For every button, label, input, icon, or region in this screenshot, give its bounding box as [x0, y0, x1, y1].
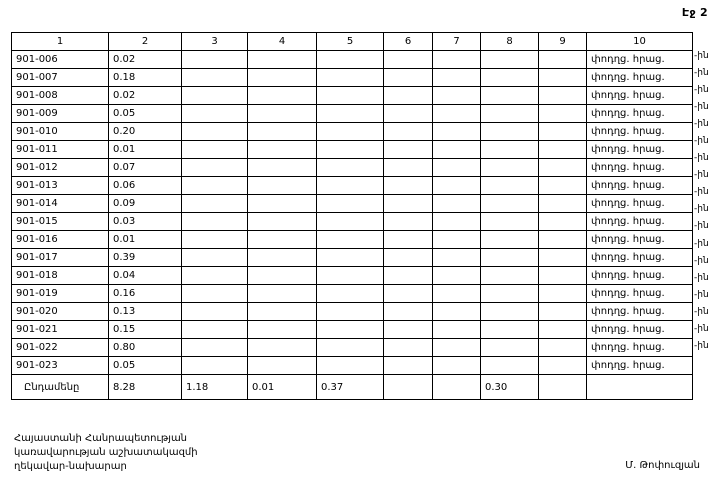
cell-r5-c5	[317, 123, 384, 141]
cell-r14-c4	[248, 285, 317, 303]
cell-r13-c10: փոդղց. հրաց.	[587, 267, 693, 285]
cell-r5-c9	[539, 123, 587, 141]
total-col-2: 8.28	[109, 375, 182, 400]
cell-r8-c5	[317, 177, 384, 195]
cell-r11-c9	[539, 231, 587, 249]
cell-r1-c6	[384, 51, 433, 69]
cell-r18-c9	[539, 357, 587, 375]
side-mark-3: -ին	[694, 85, 709, 96]
cell-r16-c10: փոդղց. հրաց.	[587, 321, 693, 339]
table-row	[12, 213, 693, 231]
side-mark-8: -ին	[694, 170, 709, 181]
cell-r5-c1: 901-010	[12, 123, 109, 141]
cell-r15-c9	[539, 303, 587, 321]
cell-r12-c6	[384, 249, 433, 267]
side-mark-6: -ին	[694, 136, 709, 147]
side-mark-14: -ին	[694, 272, 709, 283]
footer-block	[14, 432, 198, 474]
table-total-row	[12, 375, 693, 400]
cell-r17-c3	[182, 339, 248, 357]
footer-line-2: կառավարության աշխատակազմի	[14, 447, 198, 458]
total-col-6	[384, 375, 433, 400]
cell-r8-c10: փոդղց. հրաց.	[587, 177, 693, 195]
table-row	[12, 87, 693, 105]
cell-r18-c6	[384, 357, 433, 375]
cell-r9-c10: փոդղց. հրաց.	[587, 195, 693, 213]
cell-r2-c5	[317, 69, 384, 87]
total-col-3: 1.18	[182, 375, 248, 400]
cell-r4-c2: 0.05	[109, 105, 182, 123]
cell-r15-c2: 0.13	[109, 303, 182, 321]
table-row	[12, 141, 693, 159]
cell-r15-c4	[248, 303, 317, 321]
cell-r12-c10: փոդղց. հրաց.	[587, 249, 693, 267]
cell-r5-c6	[384, 123, 433, 141]
side-mark-12: -ին	[694, 238, 709, 249]
cell-r9-c6	[384, 195, 433, 213]
side-mark-18: -ին	[694, 340, 709, 351]
cell-r10-c9	[539, 213, 587, 231]
total-col-9	[539, 375, 587, 400]
cell-r17-c1: 901-022	[12, 339, 109, 357]
cell-r14-c9	[539, 285, 587, 303]
table-row	[12, 159, 693, 177]
side-mark-15: -ին	[694, 289, 709, 300]
cell-r3-c9	[539, 87, 587, 105]
cell-r5-c3	[182, 123, 248, 141]
cell-r16-c2: 0.15	[109, 321, 182, 339]
cell-r11-c5	[317, 231, 384, 249]
cell-r11-c8	[481, 231, 539, 249]
side-mark-9: -ին	[694, 187, 709, 198]
footer-line-1: Հայաստանի Հանրապետության	[14, 433, 188, 444]
cell-r14-c3	[182, 285, 248, 303]
data-table	[11, 32, 693, 400]
cell-r16-c7	[433, 321, 481, 339]
cell-r16-c8	[481, 321, 539, 339]
cell-r6-c6	[384, 141, 433, 159]
cell-r18-c5	[317, 357, 384, 375]
cell-r18-c7	[433, 357, 481, 375]
cell-r4-c8	[481, 105, 539, 123]
cell-r17-c10: փոդղց. հրաց.	[587, 339, 693, 357]
cell-r3-c7	[433, 87, 481, 105]
cell-r4-c3	[182, 105, 248, 123]
cell-r7-c6	[384, 159, 433, 177]
column-header-9: 9	[539, 33, 587, 51]
cell-r12-c9	[539, 249, 587, 267]
cell-r9-c8	[481, 195, 539, 213]
cell-r15-c6	[384, 303, 433, 321]
cell-r11-c3	[182, 231, 248, 249]
table-row	[12, 123, 693, 141]
column-header-7: 7	[433, 33, 481, 51]
cell-r6-c1: 901-011	[12, 141, 109, 159]
cell-r10-c7	[433, 213, 481, 231]
cell-r1-c4	[248, 51, 317, 69]
side-mark-10: -ին	[694, 204, 709, 215]
cell-r6-c5	[317, 141, 384, 159]
cell-r11-c1: 901-016	[12, 231, 109, 249]
cell-r14-c7	[433, 285, 481, 303]
cell-r12-c5	[317, 249, 384, 267]
cell-r14-c2: 0.16	[109, 285, 182, 303]
table-row	[12, 267, 693, 285]
cell-r10-c6	[384, 213, 433, 231]
column-header-2: 2	[109, 33, 182, 51]
cell-r7-c3	[182, 159, 248, 177]
cell-r16-c4	[248, 321, 317, 339]
cell-r5-c7	[433, 123, 481, 141]
cell-r7-c5	[317, 159, 384, 177]
cell-r3-c3	[182, 87, 248, 105]
cell-r8-c6	[384, 177, 433, 195]
cell-r13-c4	[248, 267, 317, 285]
cell-r5-c10: փոդղց. հրաց.	[587, 123, 693, 141]
cell-r17-c8	[481, 339, 539, 357]
side-mark-7: -ին	[694, 153, 709, 164]
cell-r12-c8	[481, 249, 539, 267]
column-header-4: 4	[248, 33, 317, 51]
cell-r1-c2: 0.02	[109, 51, 182, 69]
cell-r12-c7	[433, 249, 481, 267]
side-mark-11: -ին	[694, 221, 709, 232]
table-body	[12, 51, 693, 375]
cell-r8-c1: 901-013	[12, 177, 109, 195]
cell-r10-c10: փոդղց. հրաց.	[587, 213, 693, 231]
table-row	[12, 249, 693, 267]
cell-r11-c2: 0.01	[109, 231, 182, 249]
total-label: Ընդամենը	[12, 375, 109, 400]
cell-r14-c6	[384, 285, 433, 303]
cell-r4-c10: փոդղց. հրաց.	[587, 105, 693, 123]
cell-r12-c4	[248, 249, 317, 267]
cell-r10-c2: 0.03	[109, 213, 182, 231]
cell-r7-c1: 901-012	[12, 159, 109, 177]
cell-r3-c6	[384, 87, 433, 105]
cell-r16-c6	[384, 321, 433, 339]
cell-r14-c5	[317, 285, 384, 303]
cell-r2-c10: փոդղց. հրաց.	[587, 69, 693, 87]
table-row	[12, 231, 693, 249]
total-col-7	[433, 375, 481, 400]
cell-r14-c1: 901-019	[12, 285, 109, 303]
table-header-row	[12, 33, 693, 51]
cell-r1-c8	[481, 51, 539, 69]
cell-r15-c5	[317, 303, 384, 321]
cell-r9-c9	[539, 195, 587, 213]
cell-r2-c7	[433, 69, 481, 87]
cell-r3-c4	[248, 87, 317, 105]
cell-r16-c5	[317, 321, 384, 339]
cell-r6-c4	[248, 141, 317, 159]
side-mark-4: -ին	[694, 102, 709, 113]
cell-r8-c9	[539, 177, 587, 195]
cell-r18-c1: 901-023	[12, 357, 109, 375]
side-mark-17: -ին	[694, 323, 709, 334]
cell-r4-c1: 901-009	[12, 105, 109, 123]
cell-r13-c6	[384, 267, 433, 285]
cell-r8-c8	[481, 177, 539, 195]
cell-r18-c8	[481, 357, 539, 375]
cell-r4-c9	[539, 105, 587, 123]
cell-r1-c5	[317, 51, 384, 69]
side-mark-5: -ին	[694, 119, 709, 130]
data-table-container	[11, 32, 692, 400]
cell-r9-c7	[433, 195, 481, 213]
cell-r11-c6	[384, 231, 433, 249]
cell-r10-c4	[248, 213, 317, 231]
cell-r8-c4	[248, 177, 317, 195]
cell-r17-c2: 0.80	[109, 339, 182, 357]
cell-r2-c1: 901-007	[12, 69, 109, 87]
cell-r4-c5	[317, 105, 384, 123]
total-col-8: 0.30	[481, 375, 539, 400]
cell-r17-c5	[317, 339, 384, 357]
cell-r15-c10: փոդղց. հրաց.	[587, 303, 693, 321]
cell-r11-c7	[433, 231, 481, 249]
cell-r3-c2: 0.02	[109, 87, 182, 105]
cell-r16-c9	[539, 321, 587, 339]
column-header-6: 6	[384, 33, 433, 51]
cell-r3-c8	[481, 87, 539, 105]
cell-r12-c2: 0.39	[109, 249, 182, 267]
cell-r8-c3	[182, 177, 248, 195]
cell-r17-c9	[539, 339, 587, 357]
total-col-5: 0.37	[317, 375, 384, 400]
cell-r14-c8	[481, 285, 539, 303]
cell-r1-c9	[539, 51, 587, 69]
total-col-4: 0.01	[248, 375, 317, 400]
cell-r9-c5	[317, 195, 384, 213]
table-row	[12, 303, 693, 321]
cell-r13-c2: 0.04	[109, 267, 182, 285]
cell-r8-c7	[433, 177, 481, 195]
cell-r15-c1: 901-020	[12, 303, 109, 321]
cell-r15-c7	[433, 303, 481, 321]
page-number: Էջ 2	[681, 6, 708, 19]
cell-r18-c2: 0.05	[109, 357, 182, 375]
cell-r1-c7	[433, 51, 481, 69]
cell-r4-c7	[433, 105, 481, 123]
table-row	[12, 195, 693, 213]
cell-r6-c9	[539, 141, 587, 159]
side-mark-16: -ին	[694, 306, 709, 317]
cell-r4-c6	[384, 105, 433, 123]
column-header-3: 3	[182, 33, 248, 51]
cell-r17-c4	[248, 339, 317, 357]
table-row	[12, 69, 693, 87]
cell-r2-c6	[384, 69, 433, 87]
side-mark-13: -ին	[694, 255, 709, 266]
cell-r4-c4	[248, 105, 317, 123]
cell-r11-c10: փոդղց. հրաց.	[587, 231, 693, 249]
cell-r6-c2: 0.01	[109, 141, 182, 159]
cell-r15-c3	[182, 303, 248, 321]
total-col-10	[587, 375, 693, 400]
cell-r9-c1: 901-014	[12, 195, 109, 213]
cell-r9-c3	[182, 195, 248, 213]
cell-r6-c8	[481, 141, 539, 159]
cell-r7-c4	[248, 159, 317, 177]
column-header-8: 8	[481, 33, 539, 51]
cell-r18-c4	[248, 357, 317, 375]
cell-r13-c8	[481, 267, 539, 285]
side-mark-2: -ին	[694, 68, 709, 79]
column-header-1: 1	[12, 33, 109, 51]
table-row	[12, 339, 693, 357]
cell-r6-c7	[433, 141, 481, 159]
cell-r9-c4	[248, 195, 317, 213]
cell-r14-c10: փոդղց. հրաց.	[587, 285, 693, 303]
cell-r10-c1: 901-015	[12, 213, 109, 231]
cell-r5-c2: 0.20	[109, 123, 182, 141]
table-row	[12, 321, 693, 339]
cell-r7-c7	[433, 159, 481, 177]
side-mark-1: -ին	[694, 51, 709, 61]
cell-r2-c2: 0.18	[109, 69, 182, 87]
cell-r16-c1: 901-021	[12, 321, 109, 339]
cell-r7-c9	[539, 159, 587, 177]
cell-r7-c2: 0.07	[109, 159, 182, 177]
cell-r18-c3	[182, 357, 248, 375]
cell-r2-c4	[248, 69, 317, 87]
column-header-10: 10	[587, 33, 693, 51]
cell-r13-c1: 901-018	[12, 267, 109, 285]
footer-line-3: ղեկավար-նախարար	[14, 461, 127, 472]
table-row	[12, 105, 693, 123]
cell-r6-c10: փոդղց. հրաց.	[587, 141, 693, 159]
table-row	[12, 51, 693, 69]
cell-r10-c5	[317, 213, 384, 231]
table-row	[12, 177, 693, 195]
cell-r17-c6	[384, 339, 433, 357]
cell-r13-c7	[433, 267, 481, 285]
cell-r18-c10: փոդղց. հրաց.	[587, 357, 693, 375]
cell-r1-c10: փոդղց. հրաց.	[587, 51, 693, 69]
cell-r16-c3	[182, 321, 248, 339]
cell-r5-c4	[248, 123, 317, 141]
cell-r6-c3	[182, 141, 248, 159]
cell-r17-c7	[433, 339, 481, 357]
table-row	[12, 357, 693, 375]
cell-r10-c3	[182, 213, 248, 231]
cell-r8-c2: 0.06	[109, 177, 182, 195]
cell-r3-c5	[317, 87, 384, 105]
cell-r3-c1: 901-008	[12, 87, 109, 105]
table-row	[12, 285, 693, 303]
cell-r12-c3	[182, 249, 248, 267]
cell-r10-c8	[481, 213, 539, 231]
column-header-5: 5	[317, 33, 384, 51]
cell-r12-c1: 901-017	[12, 249, 109, 267]
cell-r2-c3	[182, 69, 248, 87]
cell-r2-c9	[539, 69, 587, 87]
cell-r1-c1: 901-006	[12, 51, 109, 69]
cell-r3-c10: փոդղց. հրաց.	[587, 87, 693, 105]
cell-r7-c10: փոդղց. հրաց.	[587, 159, 693, 177]
cell-r13-c9	[539, 267, 587, 285]
cell-r11-c4	[248, 231, 317, 249]
cell-r13-c5	[317, 267, 384, 285]
cell-r1-c3	[182, 51, 248, 69]
side-margin-marks	[694, 48, 718, 355]
cell-r13-c3	[182, 267, 248, 285]
cell-r5-c8	[481, 123, 539, 141]
cell-r7-c8	[481, 159, 539, 177]
signature-name: Մ. Թոփուզյան	[625, 460, 700, 471]
cell-r9-c2: 0.09	[109, 195, 182, 213]
cell-r15-c8	[481, 303, 539, 321]
cell-r2-c8	[481, 69, 539, 87]
